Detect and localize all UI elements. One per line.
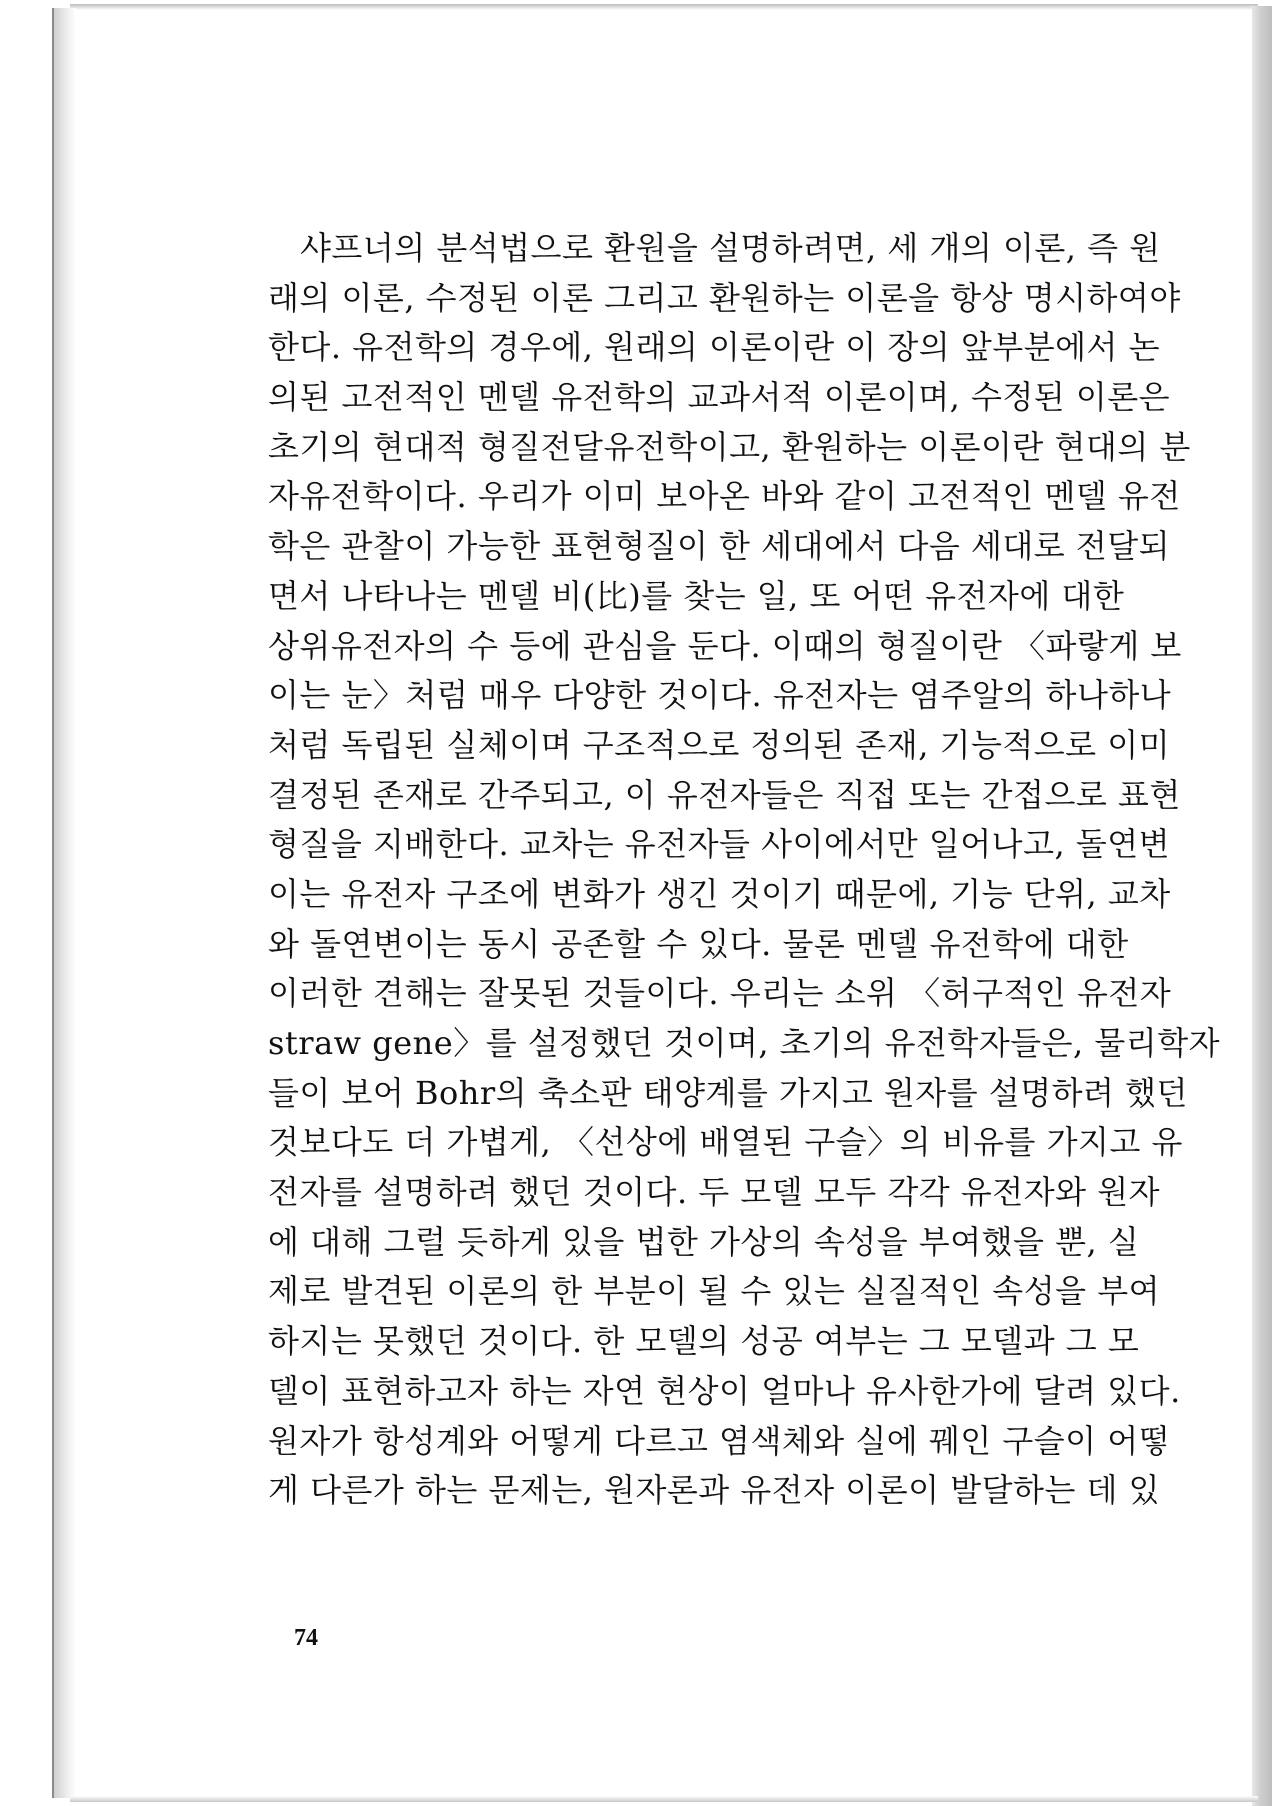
text-line: 샤프너의 분석법으로 환원을 설명하려면, 세 개의 이론, 즉 원 — [300, 229, 1161, 267]
text-line: 게 다른가 하는 문제는, 원자론과 유전자 이론이 발달하는 데 있 — [268, 1471, 1161, 1510]
text-line: 델이 표현하고자 하는 자연 현상이 얼마나 유사한가에 달려 있다. — [268, 1371, 1181, 1410]
page-right-edge — [1252, 6, 1272, 1806]
text-line: 래의 이론, 수정된 이론 그리고 환원하는 이론을 항상 명시하여야 — [268, 278, 1181, 317]
text-line: 학은 관찰이 가능한 표현형질이 한 세대에서 다음 세대로 전달되 — [268, 527, 1171, 566]
text-line: 면서 나타나는 멘델 비(比)를 찾는 일, 또 어떤 유전자에 대한 — [268, 576, 1125, 615]
text-line: 이러한 견해는 잘못된 것들이다. 우리는 소위 〈허구적인 유전자 — [268, 974, 1172, 1013]
body-text — [268, 224, 1221, 1584]
page-top-edge — [70, 4, 1258, 10]
text-line: 전자를 설명하려 했던 것이다. 두 모델 모두 각각 유전자와 원자 — [268, 1173, 1161, 1212]
page-bottom-edge — [70, 1796, 1258, 1802]
text-line: 하지는 못했던 것이다. 한 모델의 성공 여부는 그 모델과 그 모 — [268, 1322, 1140, 1361]
text-line: 결정된 존재로 간주되고, 이 유전자들은 직접 또는 간접으로 표현 — [268, 775, 1181, 814]
text-line: 제로 발견된 이론의 한 부분이 될 수 있는 실질적인 속성을 부여 — [268, 1272, 1161, 1311]
text-line: 처럼 독립된 실체이며 구조적으로 정의된 존재, 기능적으로 이미 — [268, 725, 1171, 764]
page-left-edge — [52, 8, 76, 1798]
text-line: 이는 눈〉처럼 매우 다양한 것이다. 유전자는 염주알의 하나하나 — [268, 676, 1172, 715]
text-line: 와 돌연변이는 동시 공존할 수 있다. 물론 멘델 유전학에 대한 — [268, 924, 1129, 963]
text-line: 것보다도 더 가볍게, 〈선상에 배열된 구슬〉의 비유를 가지고 유 — [268, 1123, 1183, 1162]
text-line: 한다. 유전학의 경우에, 원래의 이론이란 이 장의 앞부분에서 논 — [268, 328, 1161, 367]
text-line: 들이 보어 Bohr의 축소판 태양계를 가지고 원자를 설명하려 했던 — [268, 1073, 1188, 1112]
text-line: 이는 유전자 구조에 변화가 생긴 것이기 때문에, 기능 단위, 교차 — [268, 874, 1171, 913]
page-number: 74 — [294, 1625, 318, 1651]
text-line: 에 대해 그럴 듯하게 있을 법한 가상의 속성을 부여했을 뿐, 실 — [268, 1222, 1140, 1261]
text-line: 의된 고전적인 멘델 유전학의 교과서적 이론이며, 수정된 이론은 — [268, 378, 1171, 417]
text-line: 형질을 지배한다. 교차는 유전자들 사이에서만 일어나고, 돌연변 — [268, 825, 1171, 864]
text-line: 초기의 현대적 형질전달유전학이고, 환원하는 이론이란 현대의 분 — [268, 427, 1191, 466]
text-line: straw gene〉를 설정했던 것이며, 초기의 유전학자들은, 물리학자 — [268, 1024, 1221, 1062]
text-line: 자유전학이다. 우리가 이미 보아온 바와 같이 고전적인 멘델 유전 — [268, 477, 1181, 516]
text-line: 상위유전자의 수 등에 관심을 둔다. 이때의 형질이란 〈파랗게 보 — [268, 626, 1182, 665]
text-line: 원자가 항성계와 어떻게 다르고 염색체와 실에 꿰인 구슬이 어떻 — [268, 1421, 1171, 1460]
